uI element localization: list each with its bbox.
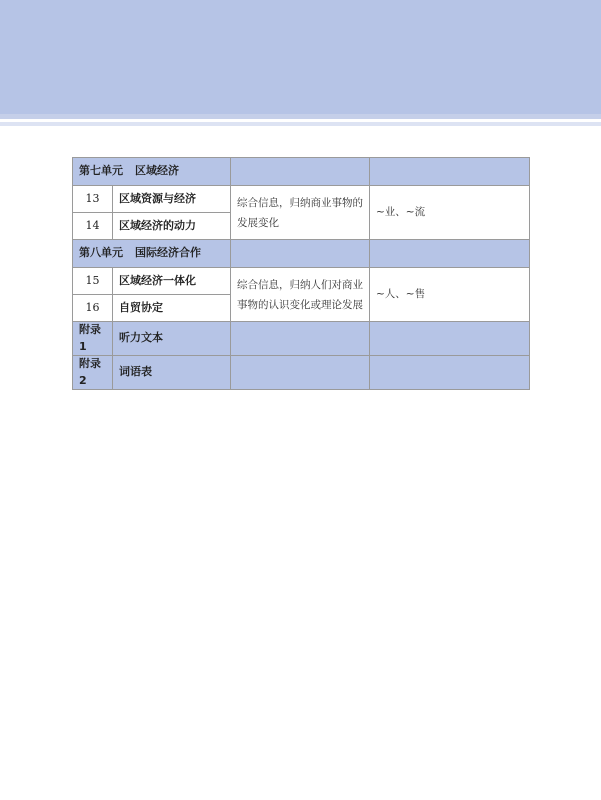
header-divider bbox=[0, 114, 601, 119]
unit-heading bbox=[73, 240, 231, 268]
lesson-title: 区域经济一体化 bbox=[113, 268, 231, 295]
appendix-label: 附录 2 bbox=[73, 356, 113, 390]
empty-cell bbox=[370, 240, 530, 268]
lesson-number: 15 bbox=[73, 268, 113, 295]
empty-cell bbox=[231, 322, 370, 356]
lesson-title: 自贸协定 bbox=[113, 295, 231, 322]
word-pattern: ~业、~流 bbox=[370, 186, 530, 240]
unit-heading bbox=[73, 158, 231, 186]
empty-cell bbox=[231, 356, 370, 390]
word-pattern: ~人、~售 bbox=[370, 268, 530, 322]
appendix-label: 附录 1 bbox=[73, 322, 113, 356]
unit-row bbox=[73, 158, 530, 186]
skill-description: 综合信息，归纳人们对商业事物的认识变化或理论发展 bbox=[231, 268, 370, 322]
unit-label: 第七单元 bbox=[79, 164, 123, 178]
lesson-number: 14 bbox=[73, 213, 113, 240]
unit-label: 第八单元 bbox=[79, 246, 123, 260]
lesson-title: 区域经济的动力 bbox=[113, 213, 231, 240]
unit-row bbox=[73, 240, 530, 268]
lesson-number: 13 bbox=[73, 186, 113, 213]
unit-title: 国际经济合作 bbox=[135, 246, 201, 260]
header-divider-light bbox=[0, 122, 601, 126]
appendix-row bbox=[73, 356, 530, 390]
lesson-row bbox=[73, 186, 530, 213]
skill-description: 综合信息，归纳商业事物的发展变化 bbox=[231, 186, 370, 240]
lesson-row bbox=[73, 268, 530, 295]
empty-cell bbox=[370, 356, 530, 390]
empty-cell bbox=[231, 240, 370, 268]
lesson-title: 区域资源与经济 bbox=[113, 186, 231, 213]
empty-cell bbox=[370, 158, 530, 186]
appendix-row bbox=[73, 322, 530, 356]
empty-cell bbox=[231, 158, 370, 186]
unit-title: 区域经济 bbox=[135, 164, 179, 178]
contents-table bbox=[72, 157, 530, 390]
appendix-title: 听力文本 bbox=[113, 322, 231, 356]
lesson-number: 16 bbox=[73, 295, 113, 322]
empty-cell bbox=[370, 322, 530, 356]
header-band bbox=[0, 0, 601, 114]
appendix-title: 词语表 bbox=[113, 356, 231, 390]
